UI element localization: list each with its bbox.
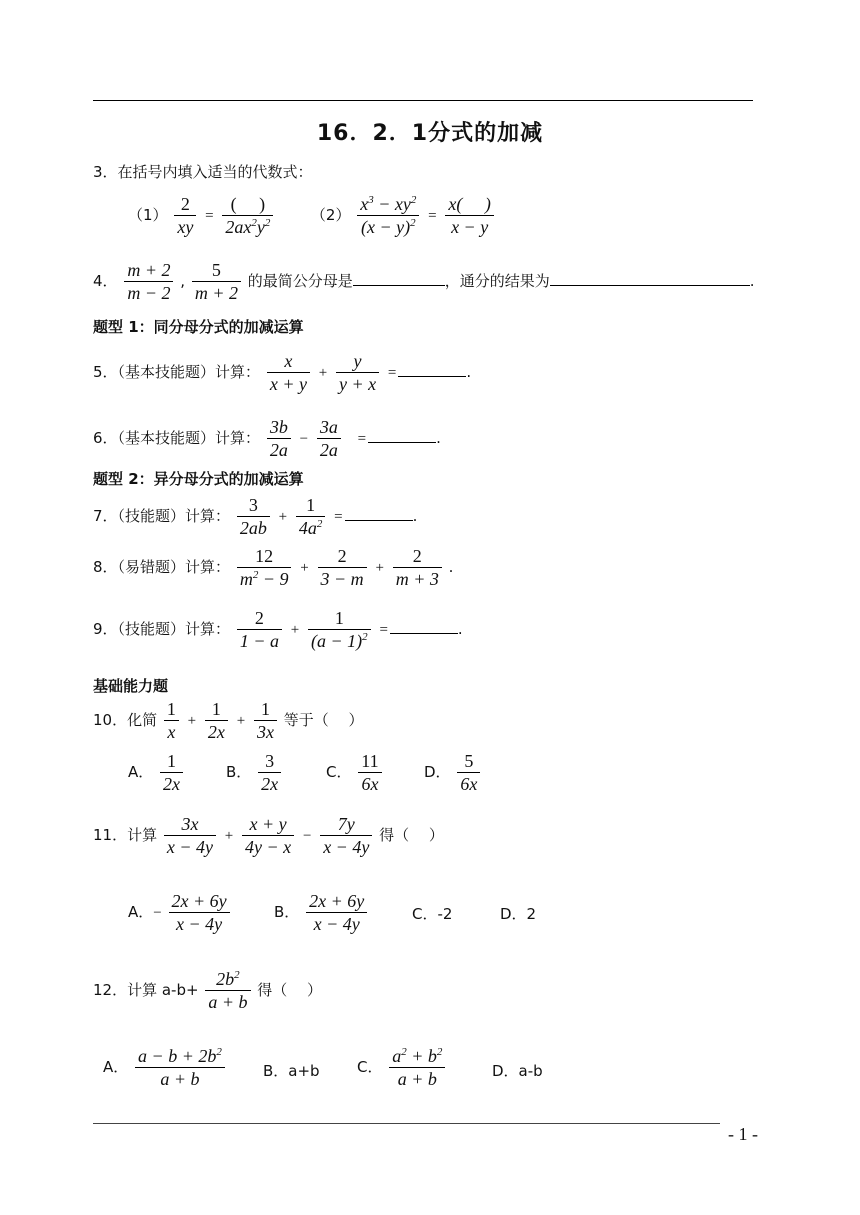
q8-end: . xyxy=(448,558,454,576)
q10-option-c-label: C． xyxy=(326,763,352,781)
q4-number: 4． xyxy=(93,272,118,290)
q11-frac-a: $\frac{3x}{x - 4y}$ xyxy=(164,813,216,858)
q11-frac-b: $\frac{x + y}{4y - x}$ xyxy=(242,813,294,858)
q6-frac-b: $\frac{3a}{2a}$ xyxy=(317,416,341,461)
question-10: 10．化简 $\frac{1}{x}$ + $\frac{1}{2x}$ + $\frac{1}{3x}$ 等于（ ） xyxy=(93,699,364,742)
q9-frac-b: $\frac{1}{(a - 1)^2}$ xyxy=(308,607,371,652)
q4-frac-a: $\frac{m + 2}{m - 2}$ xyxy=(124,259,173,304)
question-12 xyxy=(93,968,322,1013)
q11-frac-c: $\frac{7y}{x - 4y}$ xyxy=(320,813,372,858)
q12-frac: $\frac{2b^2}{a + b}$ xyxy=(205,968,250,1013)
q10-option-b-frac: $\frac{3}{2x}$ xyxy=(258,750,281,795)
q10-frac-c: $\frac{1}{3x}$ xyxy=(254,698,277,743)
q12-option-c-label: C． xyxy=(357,1058,383,1076)
section-heading-1: 题型 1：同分母分式的加减运算 xyxy=(93,318,304,336)
q6-frac-a: $\frac{3b}{2a}$ xyxy=(267,416,291,461)
question-3-parts: （1） $\frac{2}{xy}$ = $\frac{( )}{2ax^2y^2}$ （2） $\frac{x^3 - xy^2}{(x - y)^2}$ = $\frac{x( )}{x - y}$ xyxy=(128,193,496,238)
q10-option-b[interactable] xyxy=(226,750,283,795)
q11-option-b[interactable] xyxy=(274,890,369,935)
q12-option-a[interactable] xyxy=(103,1045,227,1090)
q5-blank[interactable] xyxy=(398,362,466,377)
q5-frac-a: $\frac{x}{x + y}$ xyxy=(267,350,310,395)
question-3-text: 3．在括号内填入适当的代数式： xyxy=(93,163,313,181)
q9-text: 9．（技能题）计算： xyxy=(93,620,231,638)
question-9: 9．（技能题）计算： $\frac{2}{1 - a}$ + $\frac{1}{(a - 1)^2}$ = . xyxy=(93,608,463,651)
q10-option-a-frac: $\frac{1}{2x}$ xyxy=(160,750,183,795)
section-heading-2: 题型 2：异分母分式的加减运算 xyxy=(93,470,304,488)
q9-frac-a: $\frac{2}{1 - a}$ xyxy=(237,607,282,652)
q4-result-text: ，通分的结果为 xyxy=(444,272,550,290)
q10-option-d-label: D． xyxy=(424,763,451,781)
q10-option-a[interactable] xyxy=(128,750,185,795)
page-title: 16．2．1分式的加减 xyxy=(316,121,544,146)
q12-option-b[interactable]: B．a+b xyxy=(263,1062,320,1080)
q5-end: . xyxy=(466,363,472,381)
q10-option-c-frac: $\frac{11}{6x}$ xyxy=(358,750,381,795)
q8-frac-c: $\frac{2}{m + 3}$ xyxy=(393,545,442,590)
q10-option-c[interactable] xyxy=(326,750,384,795)
q11-option-b-frac: $\frac{2x + 6y}{x - 4y}$ xyxy=(306,890,367,935)
q8-text: 8．（易错题）计算： xyxy=(93,558,231,576)
question-5: 5．（基本技能题）计算： $\frac{x}{x + y}$ + $\frac{y}{y + x}$ = . xyxy=(93,351,472,394)
q4-blank-2[interactable] xyxy=(550,271,750,286)
q4-frac-b: $\frac{5}{m + 2}$ xyxy=(192,259,241,304)
q6-text: 6．（基本技能题）计算： xyxy=(93,429,261,447)
header-rule xyxy=(93,100,753,101)
q11-option-a[interactable]: A．− $\frac{2x + 6y}{x - 4y}$ xyxy=(128,890,232,935)
q6-blank[interactable] xyxy=(368,428,436,443)
q10-frac-a: $\frac{1}{x}$ xyxy=(164,698,179,743)
footer-rule xyxy=(93,1123,720,1124)
question-11: 11．计算 $\frac{3x}{x - 4y}$ + $\frac{x + y}{4y - x}$ − $\frac{7y}{x - 4y}$ 得（ ） xyxy=(93,814,444,857)
q3-part1-label: （1） xyxy=(128,206,168,224)
q12-option-c[interactable] xyxy=(357,1045,447,1090)
q11-tail: 得（ ） xyxy=(379,826,444,844)
q11-text: 11．计算 xyxy=(93,826,158,844)
q3-part2-label: （2） xyxy=(310,206,351,224)
q10-option-a-label: A． xyxy=(128,763,154,781)
q12-option-c-frac: $\frac{a^2 + b^2}{a + b}$ xyxy=(389,1045,445,1090)
q5-text: 5．（基本技能题）计算： xyxy=(93,363,261,381)
q4-end: . xyxy=(749,272,755,290)
q8-frac-b: $\frac{2}{3 - m}$ xyxy=(318,545,367,590)
q10-tail: 等于（ ） xyxy=(283,711,364,729)
q10-option-d[interactable] xyxy=(424,750,482,795)
q10-frac-b: $\frac{1}{2x}$ xyxy=(205,698,228,743)
q3-frac-left: $\frac{2}{xy}$ xyxy=(174,193,196,238)
q12-option-a-label: A． xyxy=(103,1058,129,1076)
q7-frac-a: $\frac{3}{2ab}$ xyxy=(237,494,270,539)
q12-option-d[interactable]: D．a-b xyxy=(492,1062,543,1080)
q11-option-a-frac: $\frac{2x + 6y}{x - 4y}$ xyxy=(169,890,230,935)
q10-text: 10．化简 xyxy=(93,711,158,729)
q3-frac-right: $\frac{( )}{2ax^2y^2}$ xyxy=(222,193,273,238)
q8-frac-a: $\frac{12}{m^2 - 9}$ xyxy=(237,545,292,590)
q10-option-d-frac: $\frac{5}{6x}$ xyxy=(457,750,480,795)
q11-option-c[interactable]: C．-2 xyxy=(412,905,453,923)
question-7: 7．（技能题）计算： $\frac{3}{2ab}$ + $\frac{1}{4a^2}$ = . xyxy=(93,495,418,538)
question-8: 8．（易错题）计算： $\frac{12}{m^2 - 9}$ + $\frac{2}{3 - m}$ + $\frac{2}{m + 3}$ . xyxy=(93,546,454,589)
q3-frac2-right: $\frac{x( )}{x - y}$ xyxy=(445,193,493,238)
q5-frac-b: $\frac{y}{y + x}$ xyxy=(336,350,379,395)
section-heading-3: 基础能力题 xyxy=(93,677,169,695)
q6-end: . xyxy=(436,429,441,447)
q4-blank-1[interactable] xyxy=(353,271,445,286)
q4-lcd-text: 的最简公分母是 xyxy=(247,272,353,290)
question-4: 4． $\frac{m + 2}{m - 2}$ , $\frac{5}{m + 2}$ 的最简公分母是 ，通分的结果为 . xyxy=(93,260,755,303)
q11-option-d[interactable]: D．2 xyxy=(500,905,537,923)
q11-option-a-label: A． xyxy=(128,903,154,921)
question-6: 6．（基本技能题）计算： $\frac{3b}{2a}$ − $\frac{3a}{2a}$ = . xyxy=(93,417,441,460)
q12-text: 12．计算 a-b+ xyxy=(93,981,199,999)
q3-frac2-left: $\frac{x^3 - xy^2}{(x - y)^2}$ xyxy=(357,193,419,238)
q11-option-b-label: B． xyxy=(274,903,300,921)
q9-end: . xyxy=(457,620,463,638)
q7-text: 7．（技能题）计算： xyxy=(93,507,231,525)
page-number: - 1 - xyxy=(728,1124,758,1144)
q10-option-b-label: B． xyxy=(226,763,252,781)
q12-tail: 得（ ） xyxy=(257,981,323,999)
q7-end: . xyxy=(412,507,418,525)
q9-blank[interactable] xyxy=(390,619,458,634)
q7-frac-b: $\frac{1}{4a^2}$ xyxy=(296,494,326,539)
q12-option-a-frac: $\frac{a - b + 2b^2}{a + b}$ xyxy=(135,1045,225,1090)
q7-blank[interactable] xyxy=(345,506,413,521)
